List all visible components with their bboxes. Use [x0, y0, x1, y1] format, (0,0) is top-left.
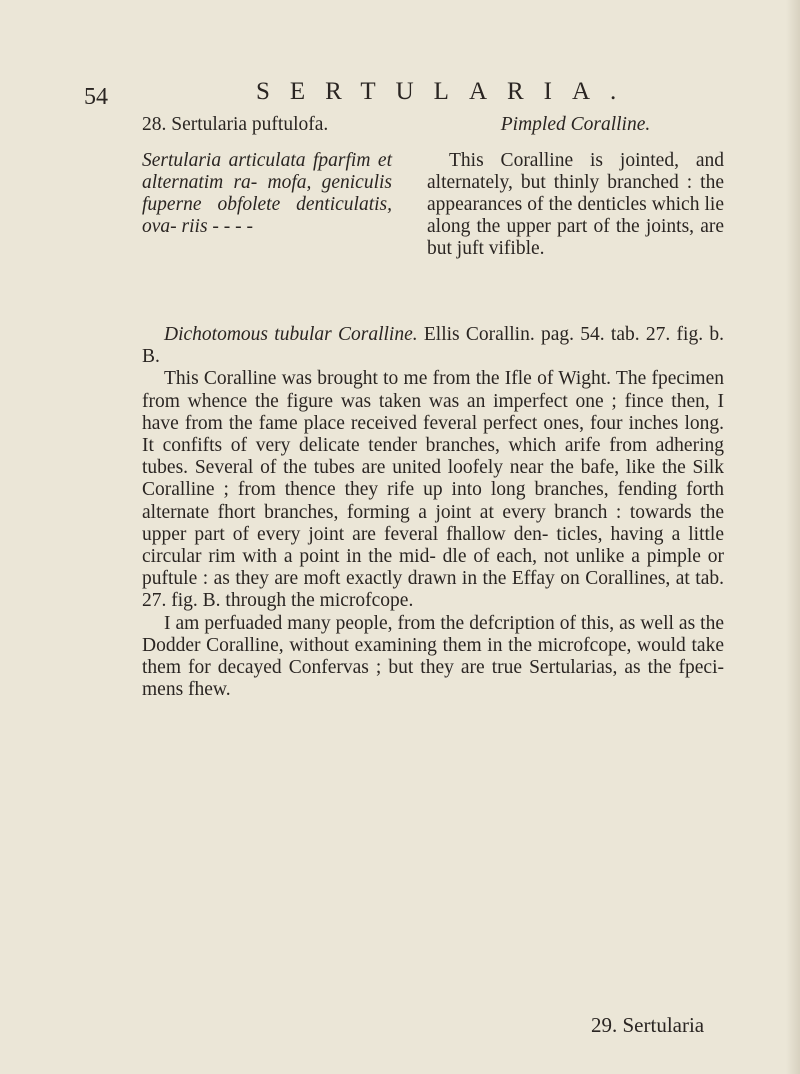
- page-edge-shadow: [786, 0, 800, 1074]
- synonym-reference: Ellis Corallin. pag. 54. tab. 27. fig. b. B.: [142, 324, 724, 368]
- page-number: 54: [84, 84, 108, 110]
- species-heading-english: Pimpled Coralline.: [500, 114, 651, 135]
- species-heading-latin: 28. Sertularia puftulofa.: [142, 114, 329, 135]
- paragraph-description: This Coralline was brought to me from the Ifle of Wight. The fpecimen from whence the figure was taken was an imperfect one ; fince then, I have from the fame place received feveral perfect ones, four inches long. It confifts of very delicate tender branches, which arife from adhering tubes. Several of the tubes are united loofely near the bafe, like the Silk Coralline ; from thence they rife up into long branches, fending forth alternate fhort branches, forming a joint at every branch : towards the upper part of every joint are feveral fhallow den- ticles, having a little circular rim with a point in the mid- dle of each, not unlike a pimple or puftule : as they are moft exactly drawn in the Effay on Corallines, at tab. 27. fig. B. through the microfcope.: [142, 368, 724, 612]
- synonym-name: Dichotomous tubular Coralline.: [164, 324, 418, 345]
- latin-description: Sertularia articulata fparfim et alternatim ra- mofa, geniculis fuperne obfolete denticulatis, ova- riis - - - -: [142, 150, 392, 237]
- body-text: [142, 324, 724, 701]
- species-entry: [142, 114, 724, 260]
- english-description: This Coralline is jointed, and alternately, but thinly branched : the appearances of the denticles which lie along the upper part of the joints, are but juft vifible.: [427, 150, 724, 259]
- catchword: 29. Sertularia: [591, 1013, 705, 1037]
- running-head: SERTULARIA.: [256, 78, 637, 105]
- latin-column: [142, 114, 392, 260]
- english-column: [427, 114, 724, 260]
- paragraph-remark: I am perfuaded many people, from the defcription of this, as well as the Dodder Coralline, without examining them in the microfcope, would take them for decayed Confervas ; but they are true Sertularias, as the fpeci- mens fhew.: [142, 612, 724, 701]
- synonym-line: [142, 324, 724, 368]
